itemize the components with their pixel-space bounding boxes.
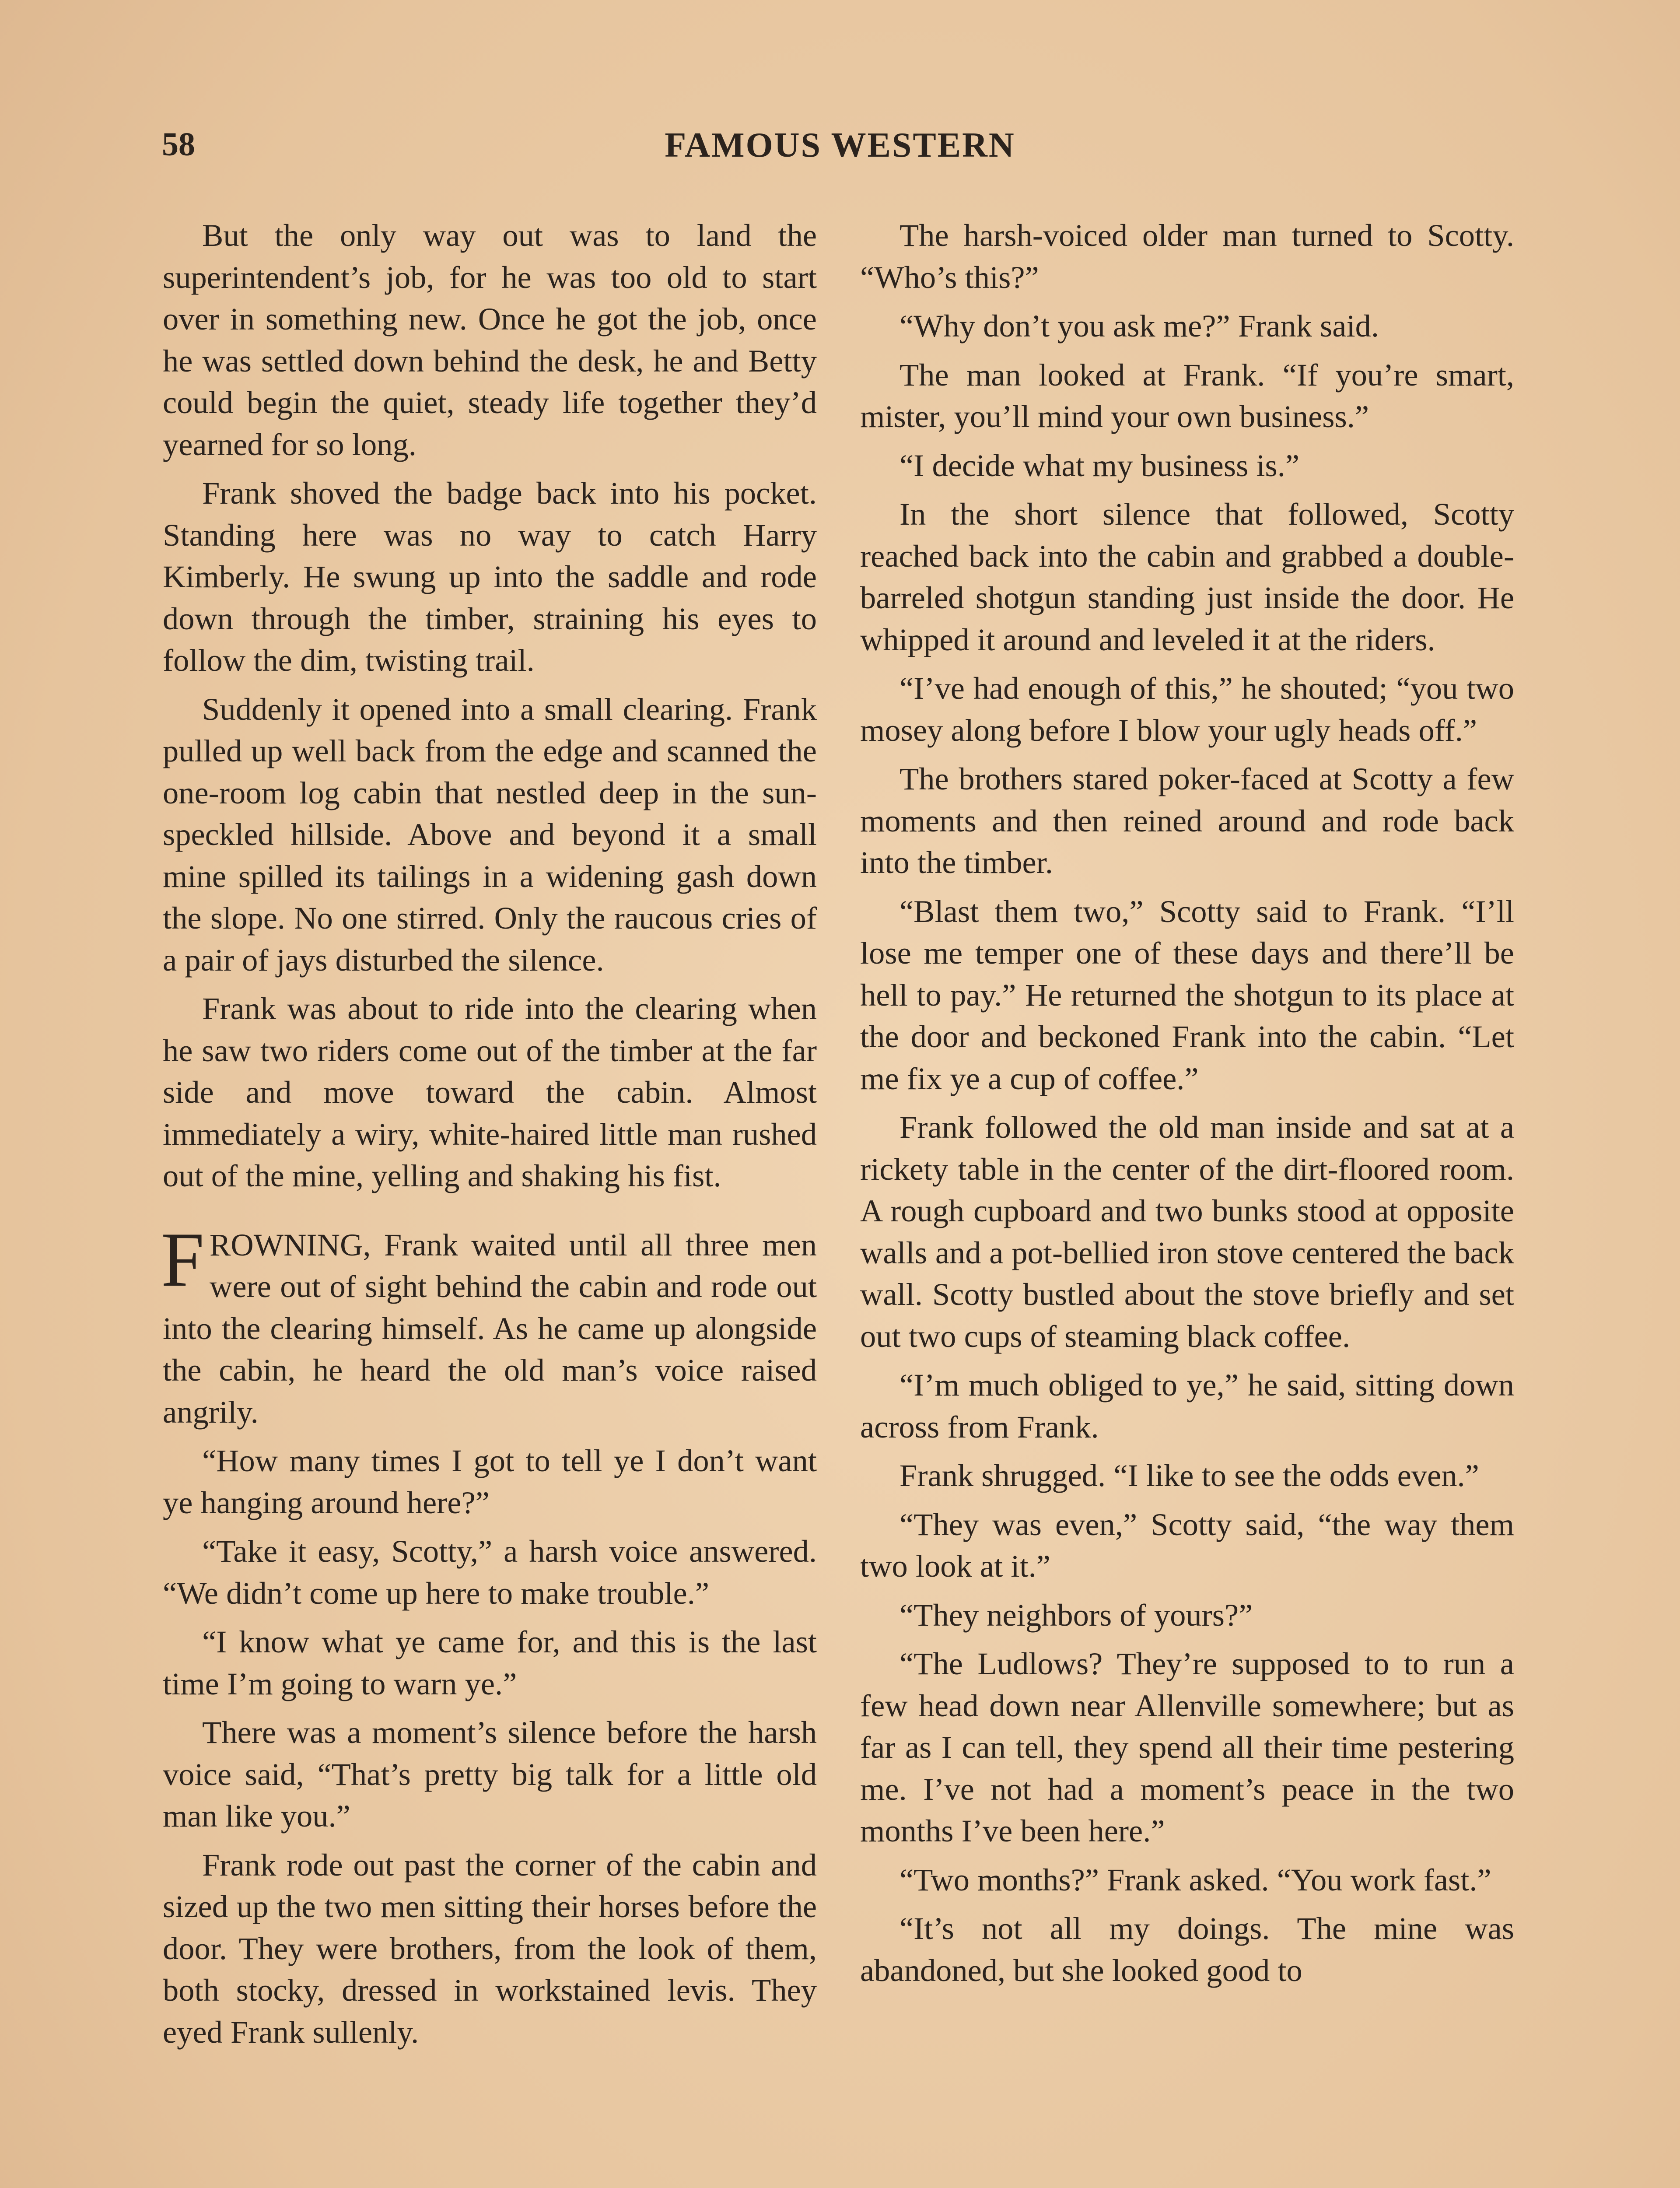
paragraph: But the only way out was to land the superintendent’s job, for he was too old to start over in something new. Once he got the job, once he was settled down behind the desk, he and Betty could begin the quiet, steady life together they’d yearned for so long. (163, 217, 817, 462)
paragraph: Frank shoved the badge back into his pocket. Standing here was no way to catch Harry Kimberly. He swung up into the saddle and rode down through the timber, straining his eyes to follow the dim, twisting trail. (163, 475, 817, 678)
paragraph: “How many times I got to tell ye I don’t want ye hanging around here?” (163, 1443, 817, 1520)
paragraph: “They neighbors of yours?” (900, 1597, 1253, 1633)
paragraph: “I’m much obliged to ye,” he said, sitting down across from Frank. (860, 1367, 1514, 1445)
paragraph: The harsh-voiced older man turned to Scotty. “Who’s this?” (860, 217, 1514, 295)
right-column (860, 214, 1514, 1998)
paragraph: “Blast them two,” Scotty said to Frank. “I’ll lose me temper one of these days and there’ll be hell to pay.” He returned the shotgun to its place at the door and beckoned Frank into the cabin. “Let me fix ye a cup of coffee.” (860, 893, 1514, 1096)
dropcap-paragraph (161, 1216, 817, 1433)
paragraph: The man looked at Frank. “If you’re smart, mister, you’ll mind your own business.” (860, 357, 1514, 434)
paragraph: “I decide what my business is.” (900, 447, 1300, 483)
paragraph: The brothers stared poker-faced at Scotty a few moments and then reined around and rode back into the timber. (860, 761, 1514, 880)
running-head: FAMOUS WESTERN (665, 126, 1015, 165)
dropcap-paragraph-text: ROWNING, Frank waited until all three men were out of sight behind the cabin and rode out into the clearing himself. As he came up alongside the cabin, he heard the old man’s voice raised angrily. (163, 1227, 817, 1430)
left-column (163, 214, 817, 2060)
paragraph: Frank shrugged. “I like to see the odds even.” (900, 1458, 1479, 1493)
paragraph: Frank followed the old man inside and sat at a rickety table in the center of the dirt-floored room. A rough cupboard and two bunks stood at opposite walls and a pot-bellied iron stove centered the back wall. Scotty bustled about the stove briefly and set out two cups of steaming black coffee. (860, 1109, 1514, 1354)
paragraph: Frank was about to ride into the clearing when he saw two riders come out of the timber at the far side and move toward the cabin. Almost immediately a wiry, white-haired little man rushed out of the mine, yelling and shaking his fist. (163, 991, 817, 1193)
paragraph: Suddenly it opened into a small clearing. Frank pulled up well back from the edge and scanned the one-room log cabin that nestled deep in the sun-speckled hillside. Above and beyond it a small mine spilled its tailings in a widening gash down the slope. No one stirred. Only the raucous cries of a pair of jays disturbed the silence. (163, 691, 817, 978)
paragraph: Frank rode out past the corner of the cabin and sized up the two men sitting their horses before the door. They were brothers, from the look of them, both stocky, dressed in workstained levis. They eyed Frank sullenly. (163, 1847, 817, 2050)
paragraph: “I’ve had enough of this,” he shouted; “you two mosey along before I blow your ugly heads off.” (860, 670, 1514, 748)
paragraph: “Two months?” Frank asked. “You work fast.” (900, 1862, 1491, 1897)
paragraph: “I know what ye came for, and this is the last time I’m going to warn ye.” (163, 1624, 817, 1701)
paragraph: There was a moment’s silence before the harsh voice said, “That’s pretty big talk for a little old man like you.” (163, 1715, 817, 1834)
paragraph: “It’s not all my doings. The mine was abandoned, but she looked good to (860, 1911, 1514, 1988)
paragraph: “They was even,” Scotty said, “the way them two look at it.” (860, 1506, 1514, 1584)
paragraph: “Take it easy, Scotty,” a harsh voice answered. “We didn’t come up here to make trouble.” (163, 1533, 817, 1611)
paragraph: “The Ludlows? They’re supposed to to run a few head down near Allenville somewhere; but as far as I can tell, they spend all their time pestering me. I’ve not had a moment’s peace in the two months I’ve been here.” (860, 1646, 1514, 1848)
drop-cap-letter: F (161, 1216, 204, 1303)
page-number: 58 (162, 126, 195, 163)
paragraph: In the short silence that followed, Scotty reached back into the cabin and grabbed a double-barreled shotgun standing just inside the door. He whipped it around and leveled it at the riders. (860, 496, 1514, 657)
paragraph: “Why don’t you ask me?” Frank said. (900, 308, 1379, 344)
